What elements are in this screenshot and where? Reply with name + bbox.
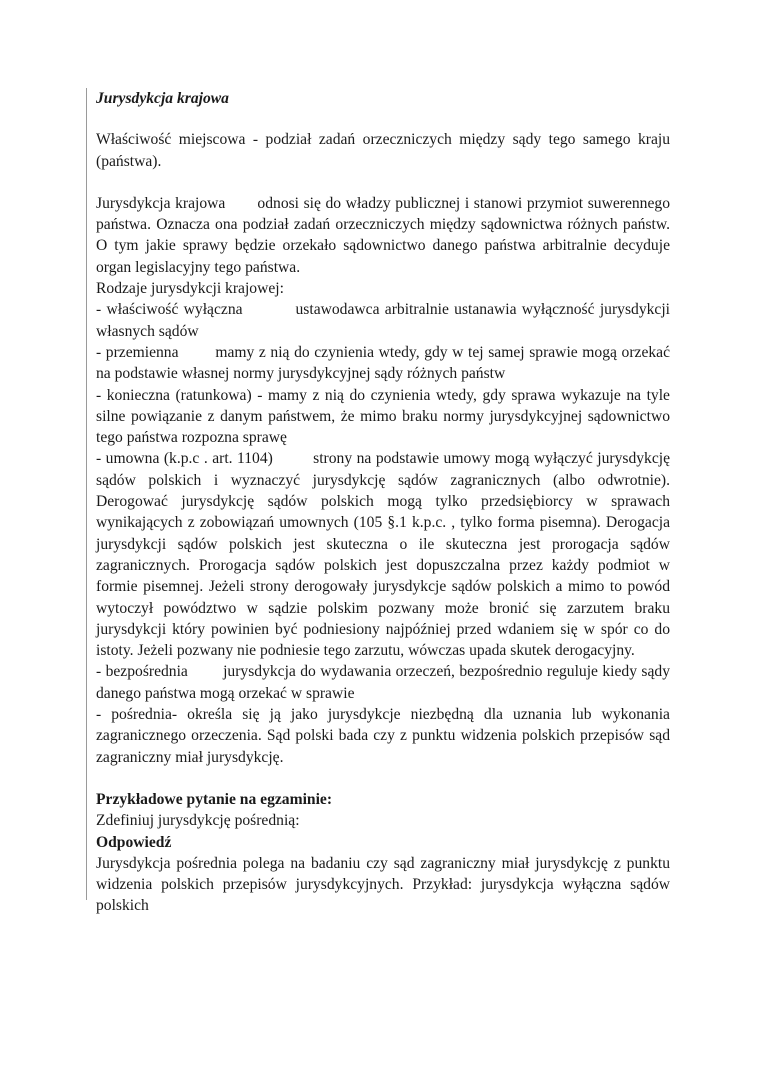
type-item-lead: - umowna (k.p.c . art. 1104) <box>96 450 273 468</box>
types-heading: Rodzaje jurysdykcji krajowej: <box>96 280 284 298</box>
document-body <box>96 88 670 917</box>
type-item-lead: - przemienna <box>96 343 179 361</box>
intro-term: Jurysdykcja krajowa <box>96 194 226 212</box>
definition-paragraph: Właściwość miejscowa - podział zadań orzeczniczych między sądy tego samego kraju (państwa). <box>96 131 670 170</box>
type-item <box>96 385 670 449</box>
type-item <box>96 342 670 385</box>
answer-heading: Odpowiedź <box>96 833 172 851</box>
paragraph-gap <box>96 768 670 789</box>
type-item-lead: - pośrednia- <box>96 706 178 724</box>
type-item-lead: - konieczna (ratunkowa) <box>96 386 252 404</box>
type-item-text: ustawodawca arbitralnie ustanawia wyłączność jurysdykcji własnych sądów <box>96 301 671 340</box>
type-item-text: określa się ją jako jurysdykcje niezbędną dla uznania lub wykonania zagranicznego orzeczenia. Sąd polski bada czy z punktu widzenia polskich przepisów sąd zagraniczny miał jurysdykcję. <box>96 706 670 766</box>
type-item-lead: - bezpośrednia <box>96 663 188 681</box>
exam-heading: Przykładowe pytanie na egzaminie: <box>96 790 333 808</box>
type-item <box>96 704 670 768</box>
answer-text: Jurysdykcja pośrednia polega na badaniu czy sąd zagraniczny miał jurysdykcję z punktu widzenia polskich przepisów jurysdykcyjnych. Przykład: jurysdykcja wyłączna sądów polskich <box>96 854 670 915</box>
type-item-text: strony na podstawie umowy mogą wyłączyć jurysdykcję sądów polskich i wyznaczyć jurysdykcję sądów zagranicznych (albo odwrotnie). Derogować jurysdykcję sądów polskich mogą tylko przedsiębiorcy w sprawach wynikających z zobowiązań umownych (105 §.1 k.p.c. , tylko forma pisemna). Derogacja jurysdykcji sądów polskich jest skuteczna o ile skuteczna jest prorogacja sądów zagranicznych. Prorogacja sądów polskich jest dopuszczalna przez każdy podmiot w formie pisemnej. Jeżeli strony derogowały jurysdykcje sądów polskich a mimo to powód wytoczył powództwo w sądzie polskim pozwany może bronić się zarzutem braku jurysdykcji który powinien być podniesiony najpóźniej przed wdaniem się w spór co do istoty. Jeżeli pozwany nie podniesie tego zarzutu, wówczas upada skutek derogacyjny. <box>96 450 671 660</box>
document-title: Jurysdykcja krajowa <box>96 90 229 107</box>
exam-question: Zdefiniuj jurysdykcję pośrednią: <box>96 812 300 830</box>
type-item-text: jurysdykcja do wydawania orzeczeń, bezpośrednio reguluje kiedy sądy danego państwa mogą orzekać w sprawie <box>96 663 670 702</box>
margin-rule <box>86 88 87 900</box>
intro-text: odnosi się do władzy publicznej i stanowi przymiot suwerennego państwa. Oznacza ona podział zadań orzeczniczych między sądownictwa różnych państw. O tym jakie sprawy będzie orzekało sądownictwo danego państwa arbitralnie decyduje organ legislacyjny tego państwa. <box>96 194 670 276</box>
type-item-text: mamy z nią do czynienia wtedy, gdy w tej samej sprawie mogą orzekać na podstawie własnej normy jurysdykcyjnej sądy różnych państw <box>96 343 671 383</box>
type-item <box>96 299 670 342</box>
type-item-lead: - właściwość wyłączna <box>96 301 243 319</box>
type-item <box>96 448 670 661</box>
type-item-text: - mamy z nią do czynienia wtedy, gdy sprawa wykazuje na tyle silne powiązanie z danym państwem, że mimo braku normy jurysdykcyjnej sądownictwo tego państwa rozpozna sprawę <box>96 386 670 447</box>
type-item <box>96 661 670 704</box>
intro-paragraph <box>96 193 670 278</box>
paragraph-gap <box>96 172 670 193</box>
